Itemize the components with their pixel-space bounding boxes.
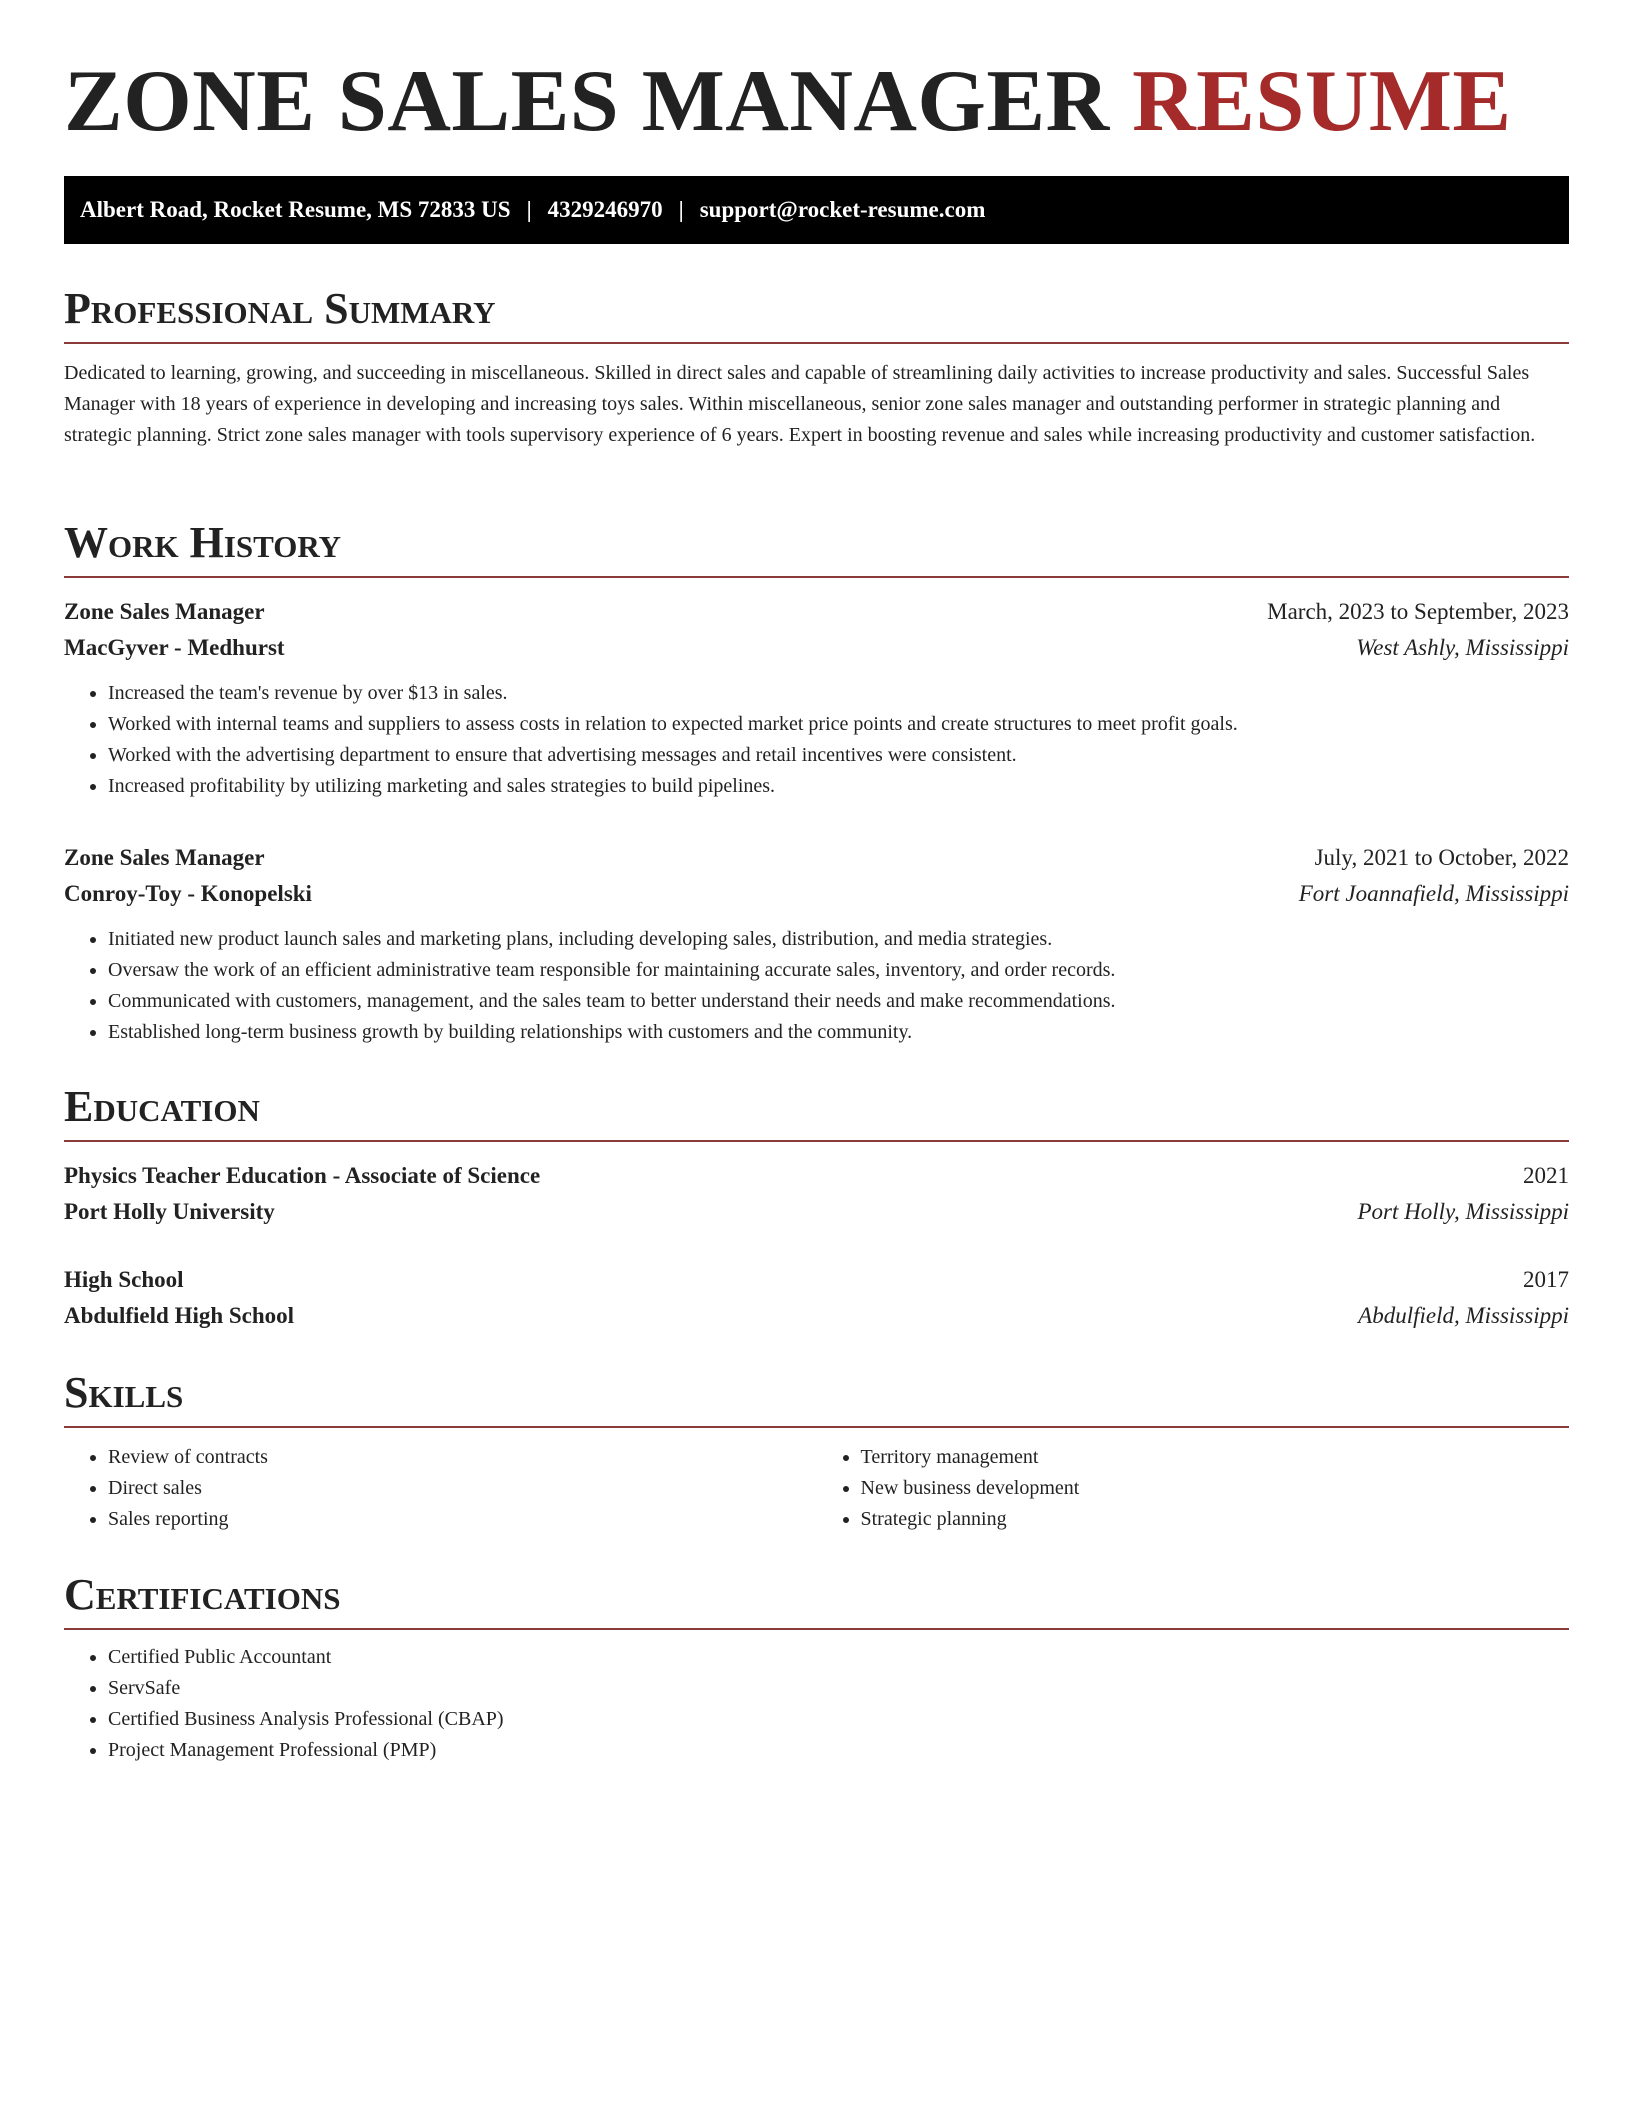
section-divider bbox=[64, 1426, 1569, 1428]
list-item: • Project Management Professional (PMP) bbox=[108, 1735, 1569, 1766]
contact-phone: 4329246970 bbox=[547, 197, 663, 222]
education-degree: High School bbox=[64, 1267, 184, 1292]
education-location: Abdulfield, Mississippi bbox=[1358, 1303, 1569, 1328]
title-accent: RESUME bbox=[1132, 53, 1512, 150]
section-divider bbox=[64, 576, 1569, 578]
job-bullets bbox=[64, 678, 1569, 802]
list-item: • Established long-term business growth by building relationships with customers and the community. bbox=[108, 1017, 1569, 1048]
list-item: • Strategic planning bbox=[861, 1504, 1570, 1535]
education-location: Port Holly, Mississippi bbox=[1357, 1199, 1569, 1224]
list-item: • Oversaw the work of an efficient administrative team responsible for maintaining accurate sales, inventory, and order records. bbox=[108, 955, 1569, 986]
section-divider bbox=[64, 342, 1569, 344]
education-section bbox=[64, 1080, 1569, 1334]
job-company: MacGyver - Medhurst bbox=[64, 635, 285, 660]
education-entry bbox=[64, 1262, 1569, 1334]
job-dates: July, 2021 to October, 2022 bbox=[1314, 845, 1569, 870]
list-item: • Initiated new product launch sales and marketing plans, including developing sales, distribution, and media strategies. bbox=[108, 924, 1569, 955]
job-entry bbox=[64, 594, 1569, 802]
contact-email: support@rocket-resume.com bbox=[699, 197, 986, 222]
job-location: West Ashly, Mississippi bbox=[1356, 635, 1569, 660]
certifications-heading: Certifications bbox=[64, 1570, 341, 1619]
title-main: ZONE SALES MANAGER bbox=[64, 53, 1110, 150]
skills-heading: Skills bbox=[64, 1368, 184, 1417]
skills-list-left bbox=[64, 1442, 817, 1535]
list-item: • Increased the team's revenue by over $13 in sales. bbox=[108, 678, 1569, 709]
list-item: • ServSafe bbox=[108, 1673, 1569, 1704]
education-entry bbox=[64, 1158, 1569, 1230]
list-item: • Increased profitability by utilizing marketing and sales strategies to build pipelines. bbox=[108, 771, 1569, 802]
contact-address: Albert Road, Rocket Resume, MS 72833 US bbox=[80, 197, 511, 222]
summary-text: Dedicated to learning, growing, and succeeding in miscellaneous. Skilled in direct sales and capable of streamlining daily activities to increase productivity and sales. Successful Sales Manager with 18 years of experience in developing and increasing toys sales. Within miscellaneous, senior zone sales manager and outstanding performer in strategic planning and strategic planning. Strict zone sales manager with tools supervisory experience of 6 years. Expert in boosting revenue and sales while increasing productivity and customer satisfaction. bbox=[64, 362, 1536, 446]
list-item: • Direct sales bbox=[108, 1473, 817, 1504]
certifications-list bbox=[64, 1642, 1569, 1766]
work-history-heading: Work History bbox=[64, 518, 342, 567]
list-item: • Certified Public Accountant bbox=[108, 1642, 1569, 1673]
list-item: • Sales reporting bbox=[108, 1504, 817, 1535]
job-bullets bbox=[64, 924, 1569, 1048]
job-location: Fort Joannafield, Mississippi bbox=[1298, 881, 1569, 906]
list-item: • Certified Business Analysis Professional (CBAP) bbox=[108, 1704, 1569, 1735]
job-title: Zone Sales Manager bbox=[64, 845, 265, 870]
skills-section bbox=[64, 1366, 1569, 1535]
summary-section bbox=[64, 282, 1569, 451]
summary-heading: Professional Summary bbox=[64, 284, 496, 333]
education-school: Port Holly University bbox=[64, 1199, 275, 1224]
job-dates: March, 2023 to September, 2023 bbox=[1267, 599, 1569, 624]
section-divider bbox=[64, 1140, 1569, 1142]
contact-separator: | bbox=[678, 197, 684, 222]
education-heading: Education bbox=[64, 1082, 260, 1131]
list-item: • Territory management bbox=[861, 1442, 1570, 1473]
skills-list-right bbox=[817, 1442, 1570, 1535]
list-item: • Communicated with customers, management, and the sales team to better understand their needs and make recommendations. bbox=[108, 986, 1569, 1017]
education-school: Abdulfield High School bbox=[64, 1303, 295, 1328]
section-divider bbox=[64, 1628, 1569, 1630]
job-company: Conroy-Toy - Konopelski bbox=[64, 881, 312, 906]
list-item: • Worked with the advertising department to ensure that advertising messages and retail incentives were consistent. bbox=[108, 740, 1569, 771]
work-history-section bbox=[64, 516, 1569, 1048]
job-title: Zone Sales Manager bbox=[64, 599, 265, 624]
list-item: • New business development bbox=[861, 1473, 1570, 1504]
education-degree: Physics Teacher Education - Associate of Science bbox=[64, 1163, 541, 1188]
certifications-section bbox=[64, 1568, 1569, 1766]
contact-bar bbox=[64, 176, 1569, 244]
list-item: • Review of contracts bbox=[108, 1442, 817, 1473]
education-year: 2021 bbox=[1523, 1163, 1569, 1188]
job-entry bbox=[64, 840, 1569, 1048]
education-year: 2017 bbox=[1523, 1267, 1569, 1292]
contact-separator: | bbox=[526, 197, 532, 222]
list-item: • Worked with internal teams and suppliers to assess costs in relation to expected market price points and create structures to meet profit goals. bbox=[108, 709, 1569, 740]
resume-title bbox=[64, 52, 1512, 152]
